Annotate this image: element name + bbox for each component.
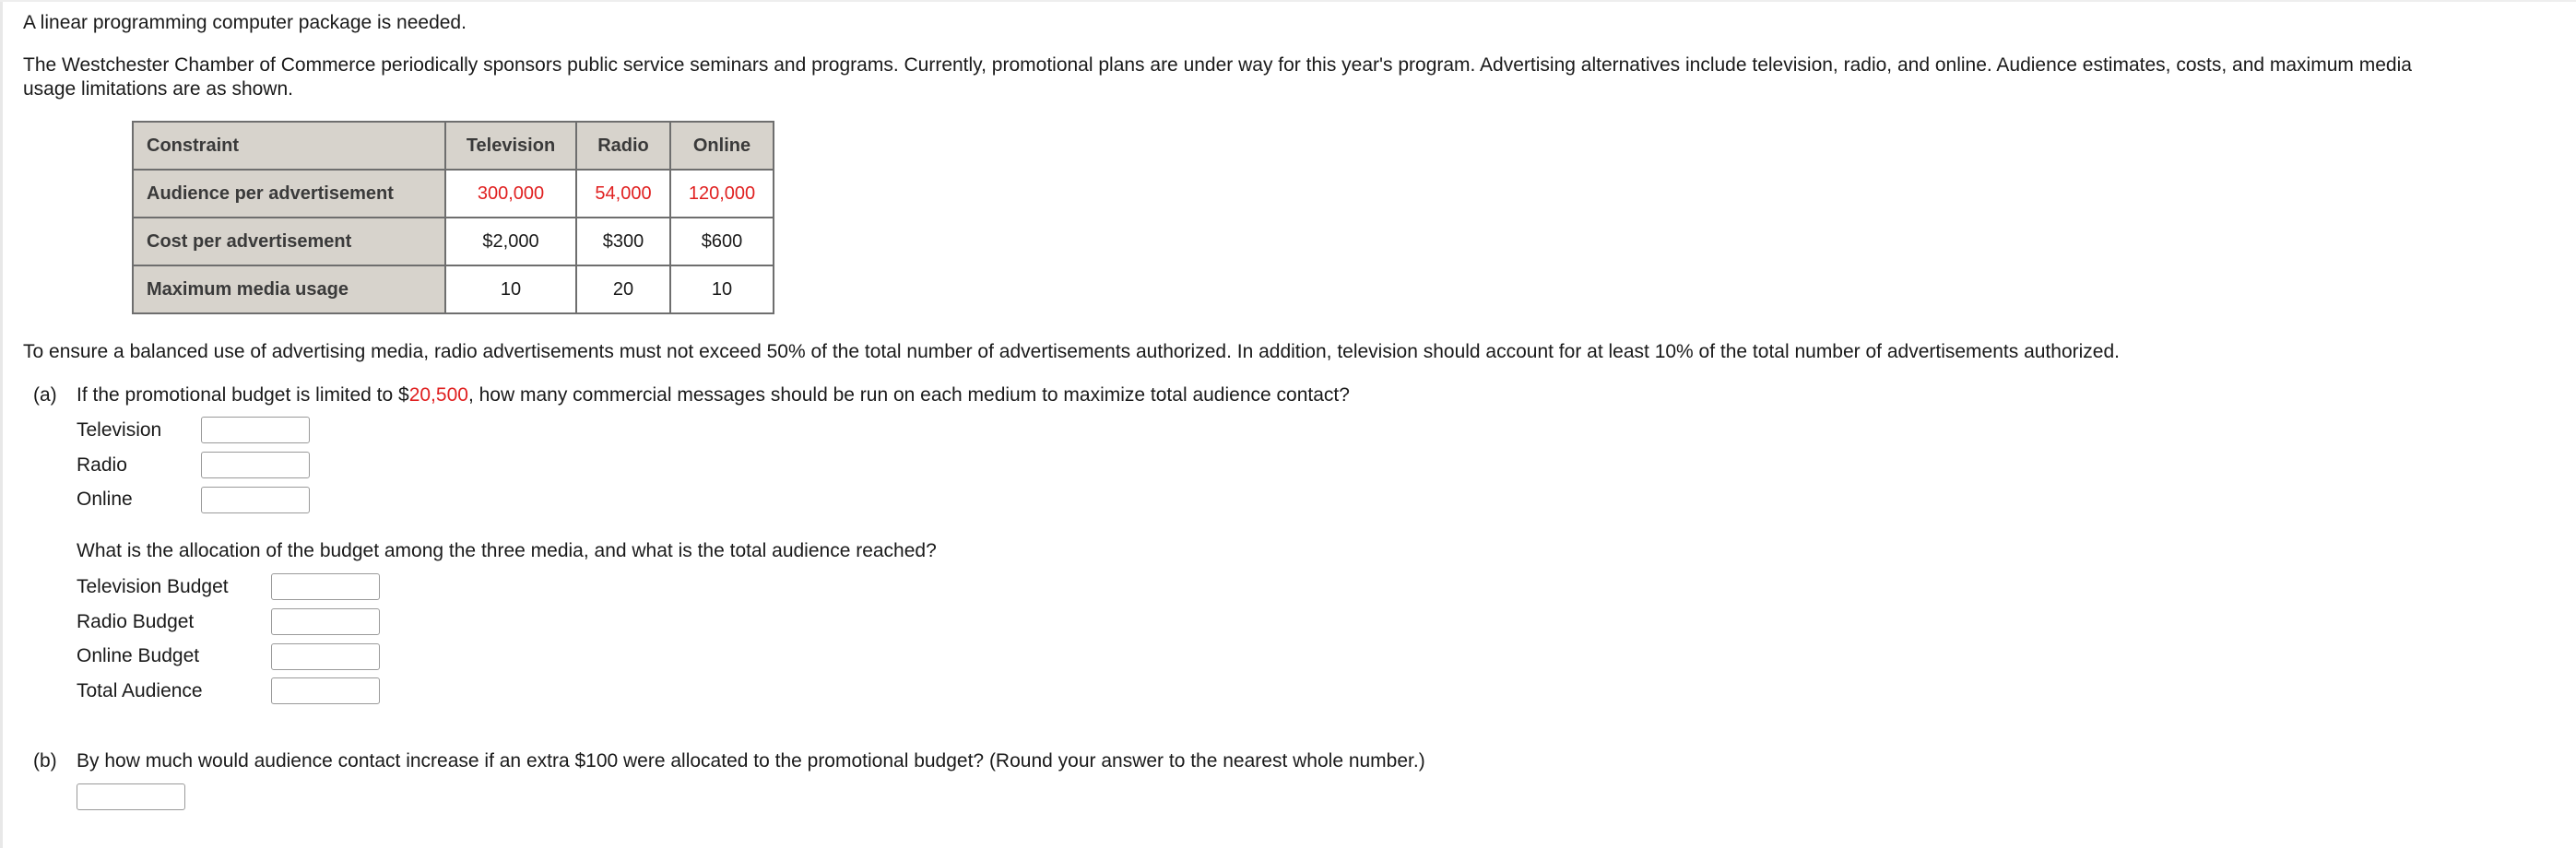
table-header-row bbox=[133, 122, 774, 170]
left-border bbox=[0, 0, 3, 848]
header-constraint: Constraint bbox=[133, 122, 445, 170]
question-suffix: , how many commercial messages should be run on each medium to maximize total audience contact? bbox=[467, 384, 1350, 406]
description-line-1: The Westchester Chamber of Commerce periodically sponsors public service seminars and programs. Currently, promotional plans are under way for this year's program. Advertising alternatives include television, radio, and online. Audience estimates, costs, and maximum media bbox=[23, 54, 2412, 76]
part-a-question bbox=[77, 383, 1350, 408]
description-line-2: usage limitations are as shown. bbox=[23, 78, 293, 100]
allocation-question: What is the allocation of the budget among the three media, and what is the total audience reached? bbox=[77, 540, 937, 561]
television-budget-input[interactable] bbox=[271, 573, 380, 600]
question-prefix: If the promotional budget is limited to $ bbox=[77, 384, 409, 406]
row-label-cost: Cost per advertisement bbox=[133, 218, 445, 265]
intro-text: A linear programming computer package is needed. bbox=[23, 12, 467, 33]
constraint-text: To ensure a balanced use of advertising media, radio advertisements must not exceed 50% of the total number of advertisements authorized. In addition, television should account for at least 10% of the total number of advertisements authorized. bbox=[23, 341, 2120, 362]
online-input[interactable] bbox=[201, 487, 310, 513]
television-input[interactable] bbox=[201, 417, 310, 443]
cost-radio: $300 bbox=[576, 218, 670, 265]
max-radio: 20 bbox=[576, 265, 670, 313]
row-label-audience: Audience per advertisement bbox=[133, 170, 445, 218]
constraint-table bbox=[132, 121, 774, 314]
audience-radio: 54,000 bbox=[576, 170, 670, 218]
audience-online: 120,000 bbox=[670, 170, 774, 218]
television-budget-label: Television Budget bbox=[77, 576, 229, 597]
online-budget-label: Online Budget bbox=[77, 645, 200, 666]
table-row bbox=[133, 218, 774, 265]
top-border bbox=[0, 0, 2576, 2]
header-online: Online bbox=[670, 122, 774, 170]
total-audience-label: Total Audience bbox=[77, 680, 203, 701]
header-television: Television bbox=[445, 122, 576, 170]
table-row bbox=[133, 170, 774, 218]
television-label: Television bbox=[77, 419, 162, 441]
radio-label: Radio bbox=[77, 454, 127, 476]
radio-budget-input[interactable] bbox=[271, 608, 380, 635]
table-row bbox=[133, 265, 774, 313]
part-b-marker: (b) bbox=[33, 750, 57, 771]
radio-input[interactable] bbox=[201, 452, 310, 478]
header-radio: Radio bbox=[576, 122, 670, 170]
row-label-max-usage: Maximum media usage bbox=[133, 265, 445, 313]
audience-increase-input[interactable] bbox=[77, 783, 185, 810]
budget-value: 20,500 bbox=[408, 384, 468, 406]
part-b-question: By how much would audience contact increase if an extra $100 were allocated to the promotional budget? (Round your answer to the nearest whole number.) bbox=[77, 750, 1425, 771]
part-a-marker: (a) bbox=[33, 384, 57, 406]
radio-budget-label: Radio Budget bbox=[77, 611, 195, 632]
cost-television: $2,000 bbox=[445, 218, 576, 265]
online-label: Online bbox=[77, 489, 133, 510]
max-television: 10 bbox=[445, 265, 576, 313]
online-budget-input[interactable] bbox=[271, 643, 380, 670]
max-online: 10 bbox=[670, 265, 774, 313]
total-audience-input[interactable] bbox=[271, 677, 380, 704]
audience-television: 300,000 bbox=[445, 170, 576, 218]
cost-online: $600 bbox=[670, 218, 774, 265]
